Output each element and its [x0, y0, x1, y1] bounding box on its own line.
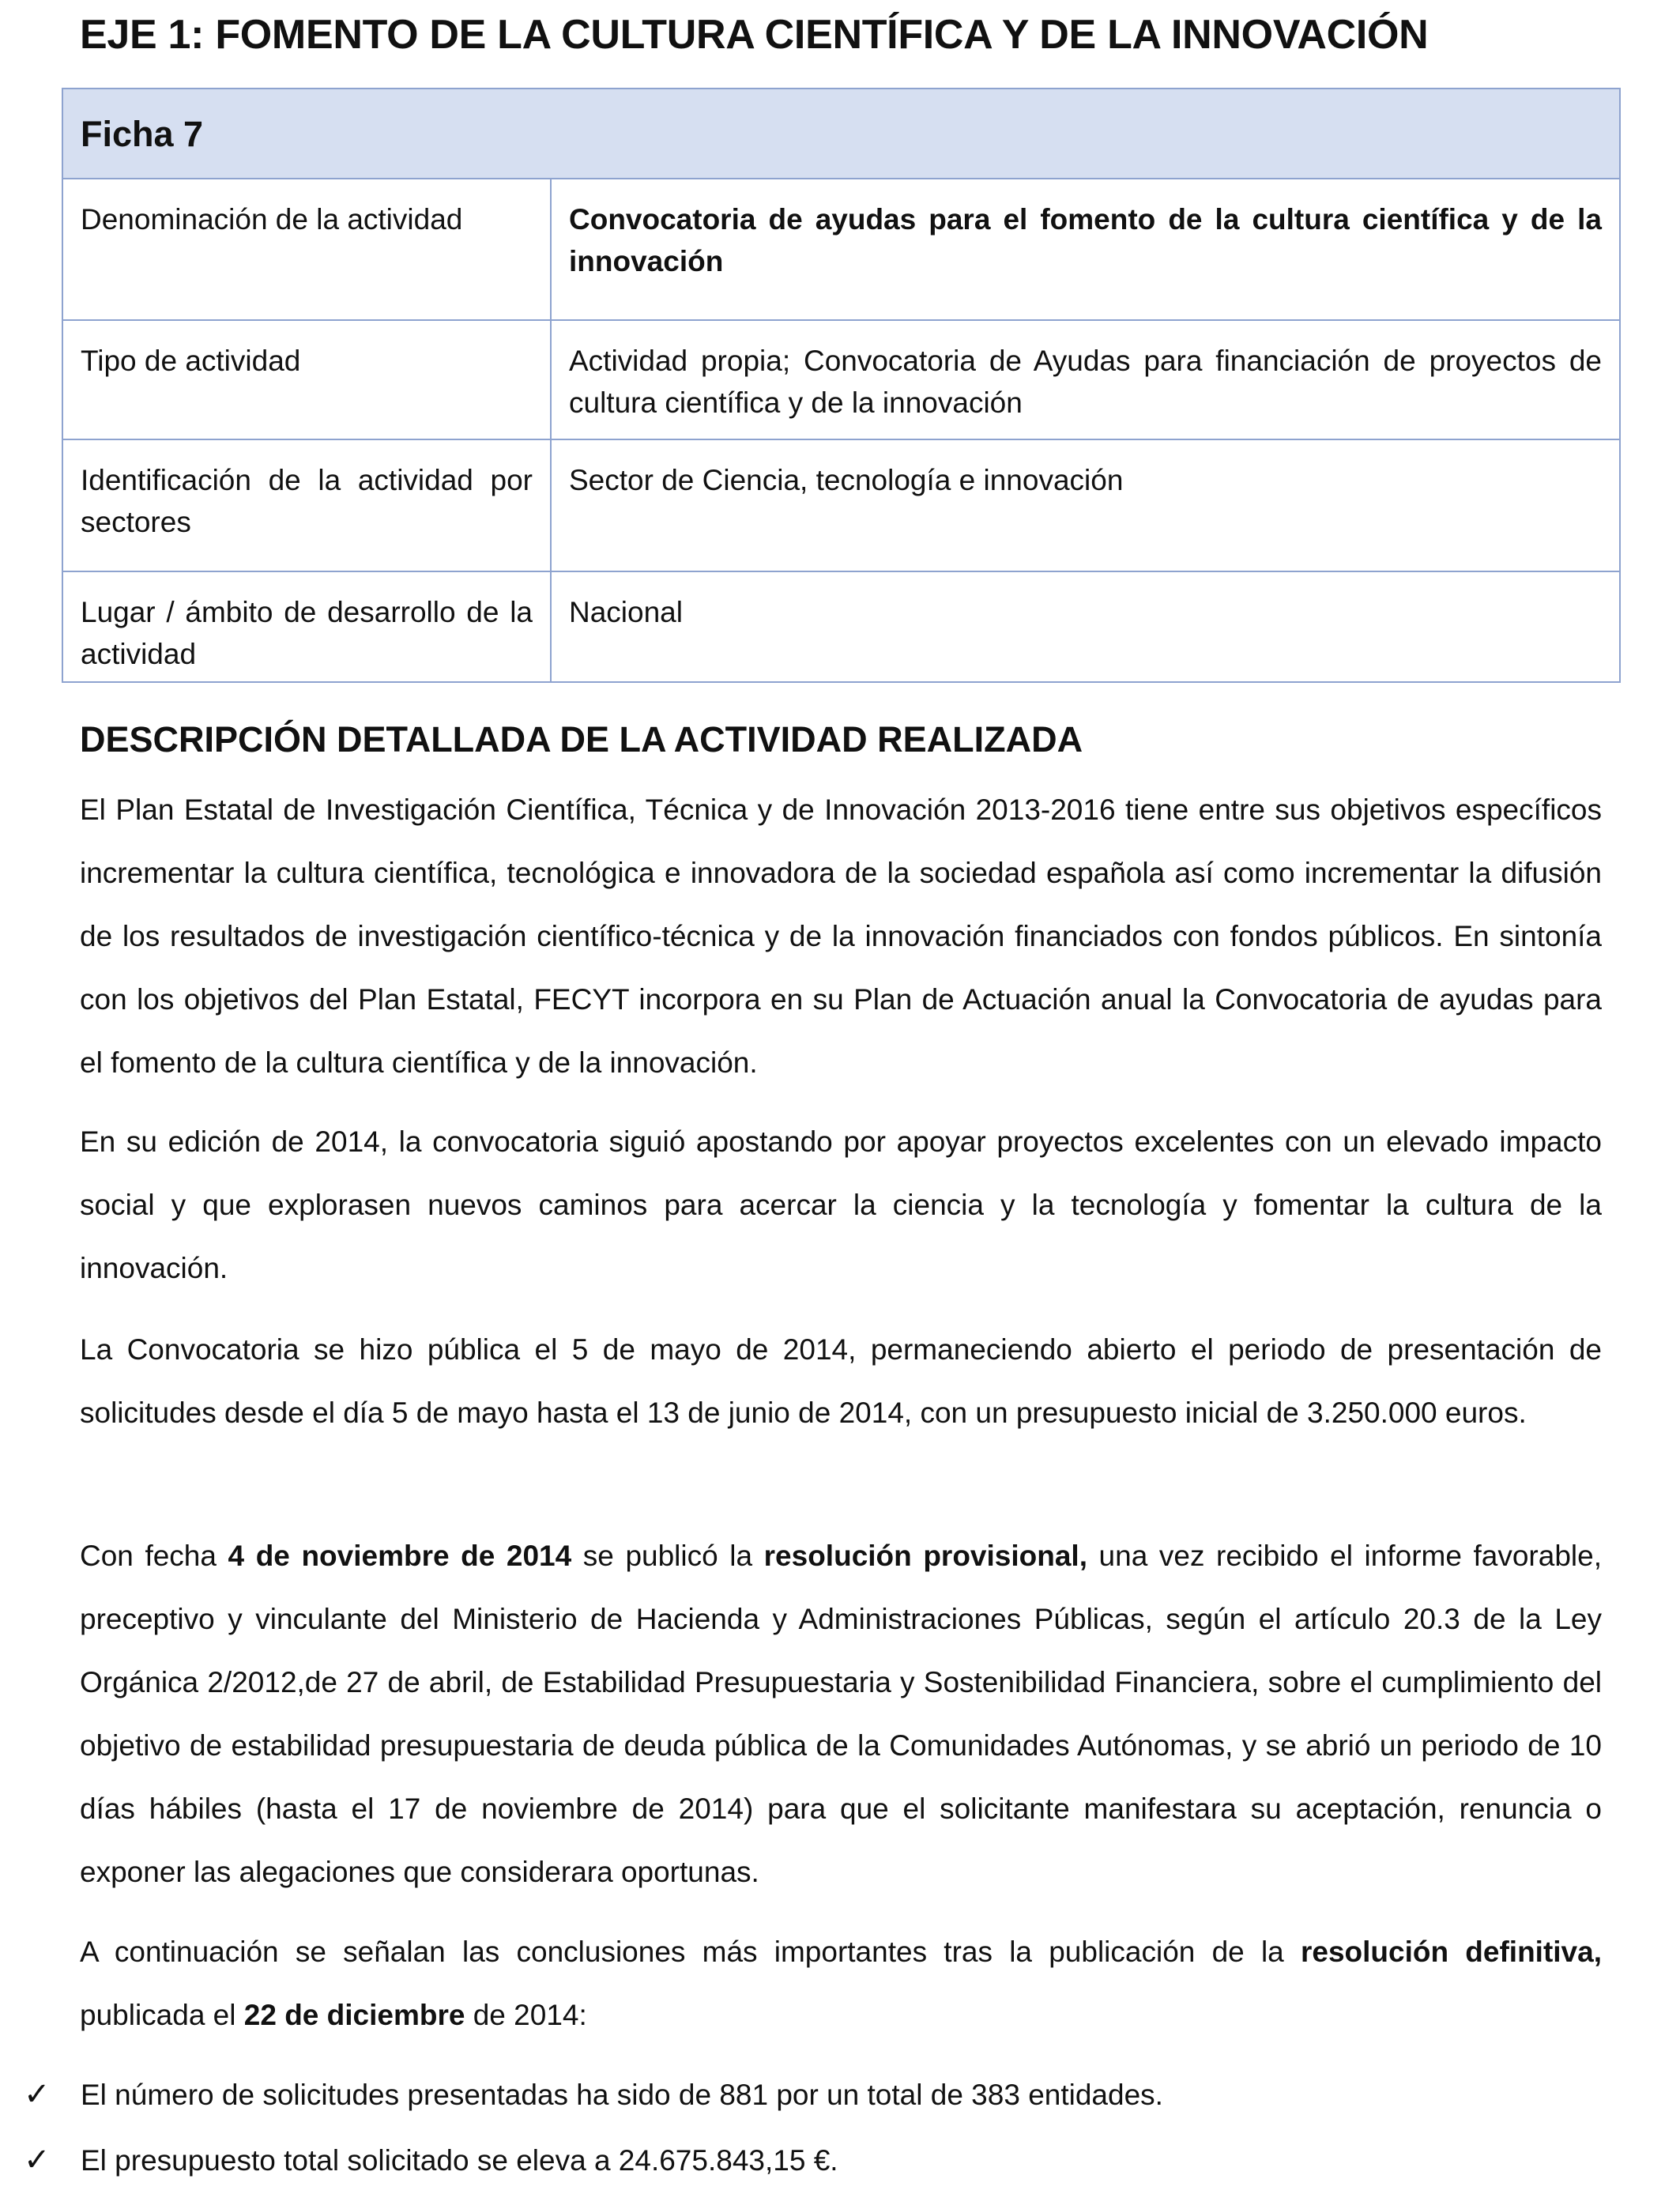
paragraph-resolucion-provisional [80, 1525, 1602, 1904]
row-value: Actividad propia; Convocatoria de Ayudas para financiación de proyectos de cultura científica y de la innovación [551, 320, 1620, 439]
text-run: publicada el [80, 1999, 244, 2031]
row-value: Nacional [551, 571, 1620, 682]
list-item [24, 2140, 838, 2181]
date-bold: 22 de diciembre [243, 1999, 465, 2031]
text-run: Con fecha [80, 1540, 228, 1572]
text-run: una vez recibido el informe favorable, preceptivo y vinculante del Ministerio de Hacienda y Administraciones Públicas, según el artículo 20.3 de la Ley Orgánica 2/2012,de 27 de abril, de Estabilidad Presupuestaria y Sostenibilidad Financiera, sobre el cumplimiento del objetivo de estabilidad presupuestaria de deuda pública de la Comunidades Autónomas, y se abrió un periodo de 10 días hábiles (hasta el 17 de noviembre de 2014) para que el solicitante manifestara su aceptación, renuncia o exponer las alegaciones que considerara oportunas. [80, 1540, 1602, 1888]
text-run: A continuación se señalan las conclusiones más importantes tras la publicación de la [80, 1936, 1301, 1968]
row-value: Convocatoria de ayudas para el fomento de la cultura científica y de la innovación [551, 179, 1620, 320]
table-row [62, 571, 1620, 682]
paragraph-resolucion-definitiva [80, 1921, 1602, 2047]
list-item-text: El número de solicitudes presentadas ha sido de 881 por un total de 383 entidades. [81, 2079, 1163, 2111]
check-mark-icon: ✓ [24, 2142, 51, 2178]
date-bold: 4 de noviembre de 2014 [228, 1540, 572, 1572]
list-item-text: El presupuesto total solicitado se eleva a 24.675.843,15 €. [81, 2144, 838, 2177]
list-item [24, 2075, 1163, 2115]
paragraph-plan-estatal: El Plan Estatal de Investigación Científica, Técnica y de Innovación 2013-2016 tiene entre sus objetivos específicos incrementar la cultura científica, tecnológica e innovadora de la sociedad española así como incrementar la difusión de los resultados de investigación científico-técnica y de la innovación financiados con fondos públicos. En sintonía con los objetivos del Plan Estatal, FECYT incorpora en su Plan de Actuación anual la Convocatoria de ayudas para el fomento de la cultura científica y de la innovación. [80, 794, 1602, 1079]
row-label: Lugar / ámbito de desarrollo de la actividad [62, 571, 551, 682]
row-label: Identificación de la actividad por sectores [62, 439, 551, 571]
ficha-header-row [62, 89, 1620, 179]
paragraph-edicion-2014: En su edición de 2014, la convocatoria siguió apostando por apoyar proyectos excelentes con un elevado impacto social y que explorasen nuevos caminos para acercar la ciencia y la tecnología y fomentar la cultura de la innovación. [80, 1125, 1602, 1284]
row-label: Tipo de actividad [62, 320, 551, 439]
row-label: Denominación de la actividad [62, 179, 551, 320]
paragraph-convocatoria-publica: La Convocatoria se hizo pública el 5 de mayo de 2014, permaneciendo abierto el periodo de presentación de solicitudes desde el día 5 de mayo hasta el 13 de junio de 2014, con un presupuesto inicial de 3.250.000 euros. [80, 1333, 1602, 1429]
resolution-bold: resolución definitiva, [1300, 1936, 1602, 1968]
page-title: EJE 1: FOMENTO DE LA CULTURA CIENTÍFICA Y DE LA INNOVACIÓN [80, 12, 1429, 58]
row-value: Sector de Ciencia, tecnología e innovación [551, 439, 1620, 571]
section-title: DESCRIPCIÓN DETALLADA DE LA ACTIVIDAD REALIZADA [80, 719, 1083, 760]
ficha-table [62, 88, 1621, 683]
ficha-title: Ficha 7 [62, 89, 1620, 179]
resolution-bold: resolución provisional, [763, 1540, 1087, 1572]
text-run: se publicó la [571, 1540, 764, 1572]
table-row [62, 320, 1620, 439]
table-row [62, 179, 1620, 320]
text-run: de 2014: [465, 1999, 587, 2031]
check-mark-icon: ✓ [24, 2076, 51, 2113]
table-row [62, 439, 1620, 571]
